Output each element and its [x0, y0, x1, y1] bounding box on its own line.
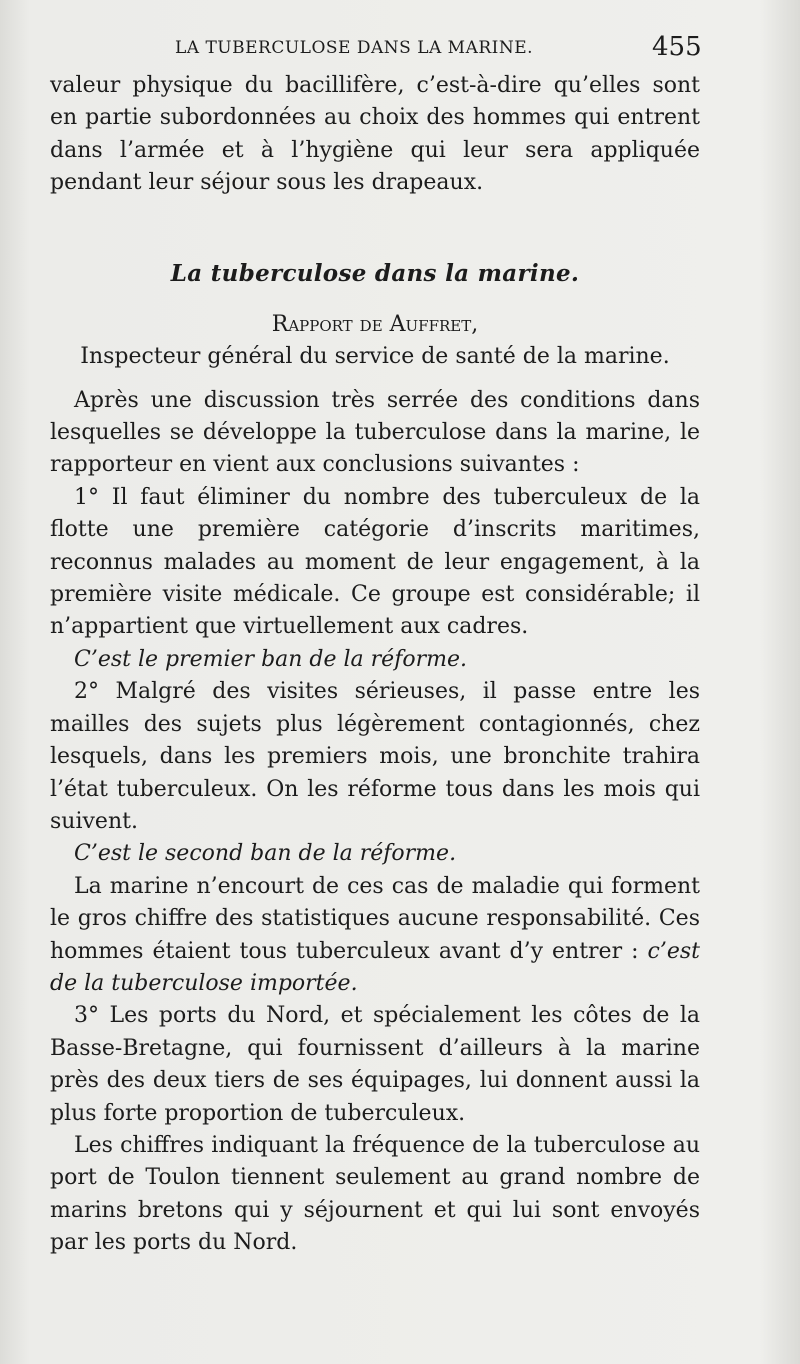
paragraph: C’est le second ban de la réforme.: [74, 841, 457, 867]
paragraph-text: La marine n’encourt de ces cas de maladie qui forment le gros chiffre des statistiques aucune responsabilité. Ces hommes étaient tous tuberculeux avant d’y entrer :: [50, 873, 700, 964]
intro-paragraph: valeur physique du bacillifère, c’est-à-dire qu’elles sont en partie subordonnées au choix des hommes qui entrent dans l’armée et à l’hygiène qui leur sera appliquée pendant leur séjour sous les drapeaux.: [50, 73, 700, 196]
paragraph: 1° Il faut éliminer du nombre des tuberculeux de la flotte une première catégorie d’inscrits maritimes, reconnus malades au moment de leur engagement, à la première visite médicale. Ce groupe est considérable; il n’appartient que virtuellement aux cadres.: [50, 484, 700, 640]
running-title: LA TUBERCULOSE DANS LA MARINE.: [175, 38, 534, 58]
paragraph: 3° Les ports du Nord, et spécialement les côtes de la Basse-Bretagne, qui fournissent d’ailleurs à la marine près des deux tiers de ses équipages, lui donnent aussi la plus forte proportion de tuberculeux.: [50, 1003, 700, 1126]
page-number: 455: [652, 32, 702, 62]
paragraph: Après une discussion très serrée des conditions dans lesquelles se développe la tuberculose dans la marine, le rapporteur en vient aux conclusions suivantes :: [50, 387, 700, 478]
paragraph: 2° Malgré des visites sérieuses, il passe entre les mailles des sujets plus légèrement contagionnés, chez lesquels, dans les premiers mois, une bronchite trahira l’état tuberculeux. On les réforme tous dans les mois qui suivent.: [50, 679, 700, 834]
paragraph: Les chiffres indiquant la fréquence de la tuberculose au port de Toulon tiennent seulement au grand nombre de marins bretons qui y séjournent et qui lui sont envoyés par les ports du Nord.: [50, 1132, 700, 1256]
page-body: [50, 70, 700, 1260]
report-author: Rapport de Auffret,: [271, 311, 479, 337]
page-header: [0, 30, 800, 70]
author-title: Inspecteur général du service de santé de la marine.: [80, 343, 670, 369]
paragraph: C’est le premier ban de la réforme.: [74, 646, 467, 672]
emphasis: c’est de la tuberculose importée.: [50, 938, 700, 996]
paragraph: [50, 871, 700, 1001]
section-title: La tuberculose dans la marine.: [170, 259, 580, 287]
